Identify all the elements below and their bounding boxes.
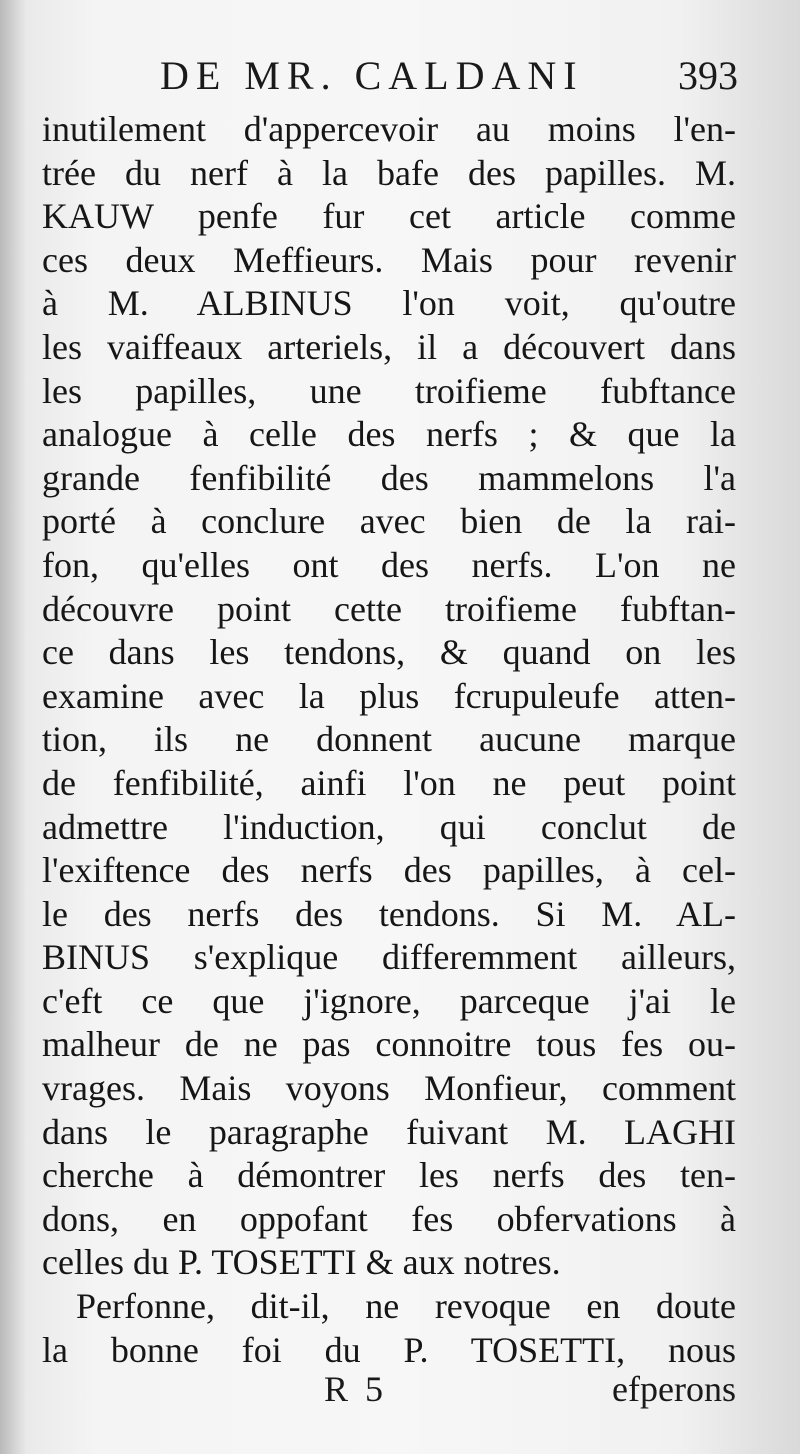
running-title: DE MR. CALDANI xyxy=(160,53,584,98)
page-footer xyxy=(0,1368,800,1418)
text-line: découvre point cette troifieme fubftan- xyxy=(42,588,736,629)
text-line: vrages. Mais voyons Monfieur, comment xyxy=(42,1068,736,1109)
text-line: cherche à démontrer les nerfs des ten- xyxy=(42,1155,736,1196)
text-line: les vaiffeaux arteriels, il a découvert dans xyxy=(42,326,736,367)
text-line: la bonne foi du P. TOSETTI, nous xyxy=(42,1329,736,1370)
text-line: inutilement d'appercevoir au moins l'en- xyxy=(42,109,736,149)
catchword: efperons xyxy=(612,1369,736,1409)
page-number: 393 xyxy=(678,53,738,98)
text-line: les papilles, une troifieme fubftance xyxy=(42,370,736,411)
text-line: porté à conclure avec bien de la rai- xyxy=(42,501,736,542)
text-line: KAUW penfe fur cet article comme xyxy=(42,196,736,237)
text-line: ces deux Meffieurs. Mais pour revenir xyxy=(42,239,736,280)
text-line: tion, ils ne donnent aucune marque xyxy=(42,719,736,760)
text-line: le des nerfs des tendons. Si M. AL- xyxy=(42,893,736,934)
text-line: dons, en oppofant fes obfervations à xyxy=(42,1198,736,1239)
text-line: fon, qu'elles ont des nerfs. L'on ne xyxy=(42,544,736,585)
text-line: admettre l'induction, qui conclut de xyxy=(42,806,736,847)
text-line: Perfonne, dit-il, ne revoque en doute xyxy=(76,1286,736,1327)
text-line: l'exiftence des nerfs des papilles, à cel- xyxy=(42,850,736,891)
text-line: de fenfibilité, ainfi l'on ne peut point xyxy=(42,762,736,803)
text-line: c'eft ce que j'ignore, parceque j'ai le xyxy=(42,980,736,1021)
text-line: celles du P. TOSETTI & aux notres. xyxy=(42,1242,561,1283)
text-line: grande fenfibilité des mammelons l'a xyxy=(42,457,736,498)
body-text xyxy=(42,108,736,1372)
page-header xyxy=(0,52,800,102)
page-gutter-shadow xyxy=(0,0,26,1454)
text-line: trée du nerf à la bafe des papilles. M. xyxy=(42,152,736,193)
text-line: ce dans les tendons, & quand on les xyxy=(42,632,736,673)
text-line: examine avec la plus fcrupuleufe atten- xyxy=(42,675,736,716)
text-line: malheur de ne pas connoitre tous fes ou- xyxy=(42,1024,736,1065)
text-line: dans le paragraphe fuivant M. LAGHI xyxy=(42,1111,736,1152)
text-line: à M. ALBINUS l'on voit, qu'outre xyxy=(42,283,736,324)
text-line: analogue à celle des nerfs ; & que la xyxy=(42,414,736,455)
text-line: BINUS s'explique differemment ailleurs, xyxy=(42,937,736,978)
signature-mark: R 5 xyxy=(324,1369,388,1409)
